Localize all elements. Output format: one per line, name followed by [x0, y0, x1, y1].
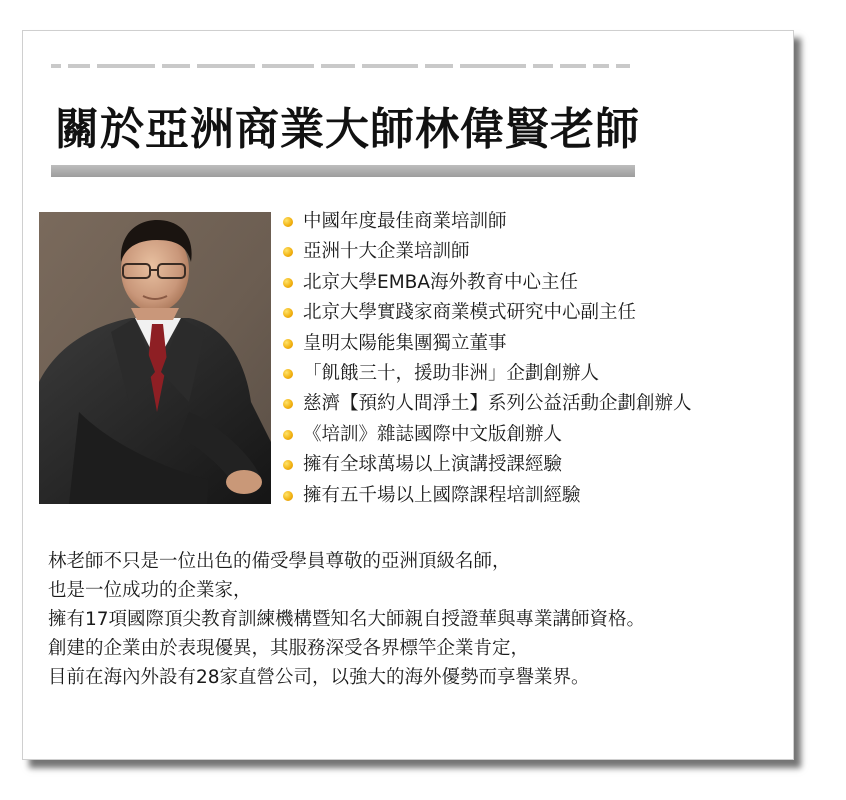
description-line: 創建的企業由於表現優異，其服務深受各界標竿企業肯定，: [48, 638, 530, 659]
bullet-dot-icon: [283, 369, 293, 379]
portrait-photo: [39, 212, 271, 504]
list-item: [281, 450, 692, 480]
list-item: [281, 329, 692, 359]
description-line: 也是一位成功的企業家，: [48, 580, 252, 601]
bullet-dot-icon: [283, 491, 293, 501]
dash-segment: [162, 64, 190, 68]
dash-segment: [460, 64, 526, 68]
portrait-photo-icon: [39, 212, 271, 504]
bullet-dot-icon: [283, 339, 293, 349]
credential-text: 中國年度最佳商業培訓師: [303, 211, 507, 232]
bullet-dot-icon: [283, 308, 293, 318]
list-item: [281, 389, 692, 419]
list-item: [281, 268, 692, 298]
credentials-list: [281, 207, 692, 511]
dash-segment: [97, 64, 155, 68]
dash-segment: [560, 64, 586, 68]
credential-text: 亞洲十大企業培訓師: [303, 241, 470, 263]
dash-segment: [616, 64, 630, 68]
bullet-dot-icon: [283, 278, 293, 288]
profile-card: [22, 30, 794, 760]
description-line: 擁有17項國際頂尖教育訓練機構暨知名大師親自授證華與專業講師資格。: [48, 609, 646, 630]
bullet-dot-icon: [283, 460, 293, 470]
credential-text: 擁有五千場以上國際課程培訓經驗: [303, 484, 581, 506]
list-item: [281, 420, 692, 450]
dash-segment: [262, 64, 314, 68]
dash-segment: [425, 64, 453, 68]
list-item: [281, 481, 692, 511]
list-item: [281, 237, 692, 267]
dash-segment: [321, 64, 355, 68]
description-paragraph: [48, 547, 788, 692]
bullet-dot-icon: [283, 247, 293, 257]
bullet-dot-icon: [283, 217, 293, 227]
title-underline-bar: [51, 165, 635, 177]
page-title: 關於亞洲商業大師林偉賢老師: [55, 104, 640, 155]
description-line: 目前在海內外設有28家直營公司，以強大的海外優勢而享譽業界。: [48, 667, 590, 688]
list-item: [281, 359, 692, 389]
dash-segment: [362, 64, 418, 68]
credential-text: 《培訓》雜誌國際中文版創辦人: [303, 423, 563, 445]
credential-text: 北京大學EMBA海外教育中心主任: [303, 271, 578, 293]
dash-segment: [68, 64, 90, 68]
list-item: [281, 298, 692, 328]
bullet-dot-icon: [283, 430, 293, 440]
dash-segment: [51, 64, 61, 68]
credential-text: 北京大學實踐家商業模式研究中心副主任: [303, 302, 637, 324]
dash-segment: [593, 64, 609, 68]
list-item: [281, 207, 692, 237]
decorative-dash-row: [51, 64, 636, 68]
bullet-dot-icon: [283, 399, 293, 409]
credential-text: 皇明太陽能集團獨立董事: [303, 332, 507, 354]
credential-text: 擁有全球萬場以上演講授課經驗: [303, 454, 563, 476]
description-line: 林老師不只是一位出色的備受學員尊敬的亞洲頂級名師，: [48, 551, 511, 572]
credential-text: 「飢餓三十，援助非洲」企劃創辦人: [303, 362, 600, 384]
dash-segment: [197, 64, 255, 68]
credential-text: 慈濟【預約人間淨土】系列公益活動企劃創辦人: [303, 393, 692, 415]
dash-segment: [533, 64, 553, 68]
